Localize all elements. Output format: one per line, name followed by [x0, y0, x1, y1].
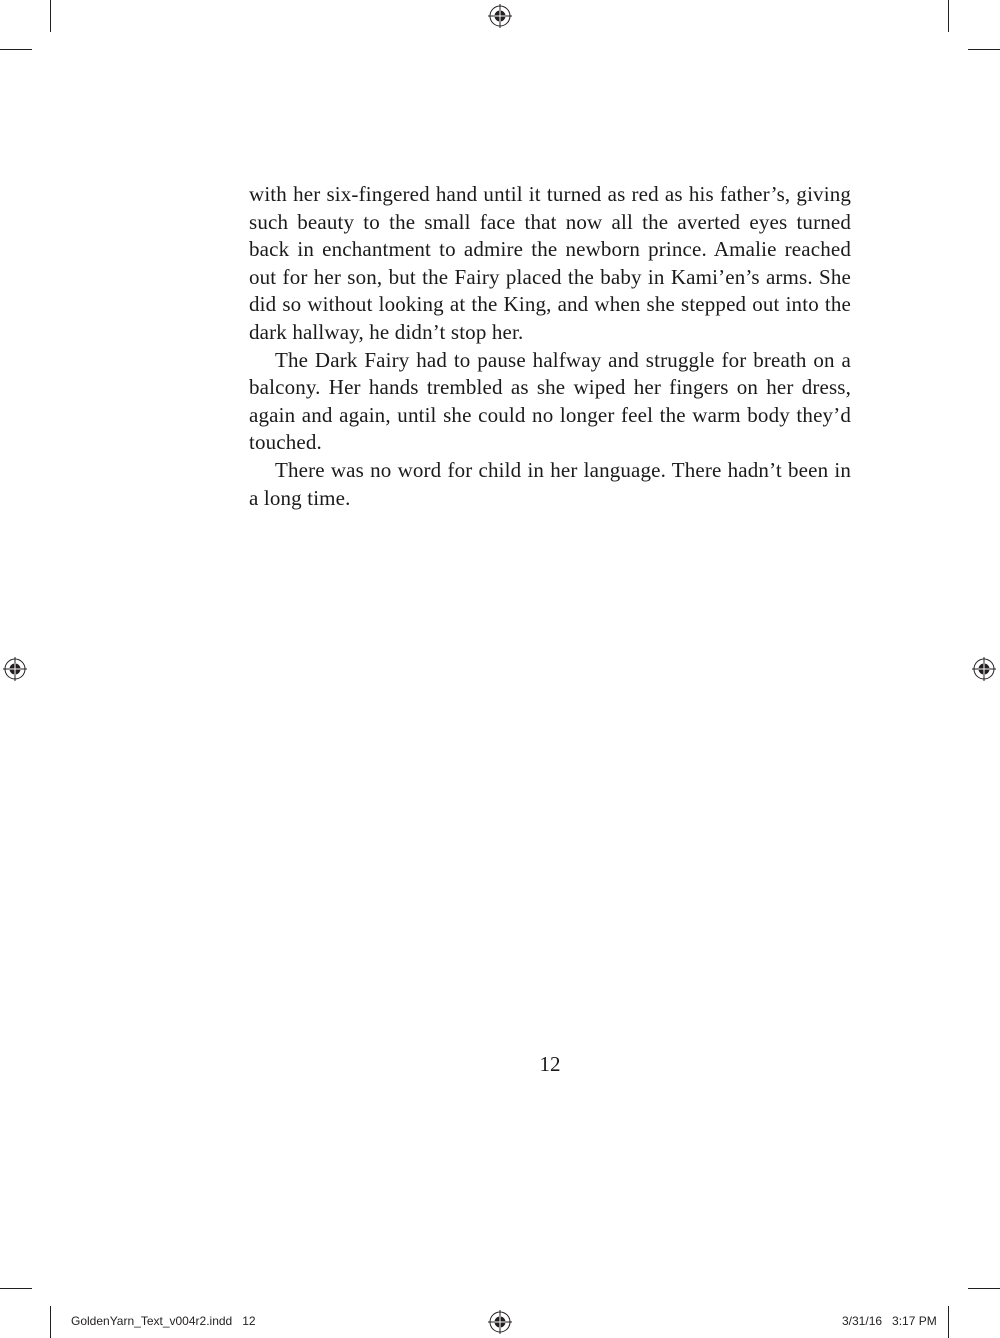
body-text	[249, 181, 851, 512]
registration-mark-bottom-icon	[488, 1310, 512, 1334]
slug-file-name: GoldenYarn_Text_v004r2.indd 12	[71, 1314, 256, 1328]
registration-mark-right-icon	[972, 657, 996, 681]
crop-mark-top-left-horizontal	[0, 49, 32, 50]
crop-mark-top-right	[948, 0, 949, 32]
paragraph: The Dark Fairy had to pause halfway and struggle for breath on a balcony. Her hands trembled as she wiped her fingers on her dress, again and again, until she could no longer feel the warm body they’d touched.	[249, 347, 851, 455]
registration-mark-left-icon	[3, 657, 27, 681]
paragraph: There was no word for child in her language. There hadn’t been in a long time.	[249, 457, 851, 510]
crop-mark-top-right-horizontal	[968, 49, 1000, 50]
crop-mark-bottom-right	[948, 1306, 949, 1338]
registration-mark-top-icon	[488, 4, 512, 28]
page-number: 12	[539, 1052, 561, 1076]
slug-date-time: 3/31/16 3:17 PM	[842, 1314, 937, 1328]
crop-mark-bottom-left-horizontal	[0, 1288, 32, 1289]
paragraph: with her six-fingered hand until it turned as red as his father’s, giving such beauty to the small face that now all the averted eyes turned back in enchantment to admire the newborn prince. Amalie reached out for her son, but the Fairy placed the baby in Kami’en’s arms. She did so without looking at the King, and when she stepped out into the dark hallway, he didn’t stop her.	[249, 182, 851, 344]
crop-mark-top-left	[50, 0, 51, 32]
crop-mark-bottom-right-horizontal	[968, 1288, 1000, 1289]
crop-mark-bottom-left	[50, 1306, 51, 1338]
